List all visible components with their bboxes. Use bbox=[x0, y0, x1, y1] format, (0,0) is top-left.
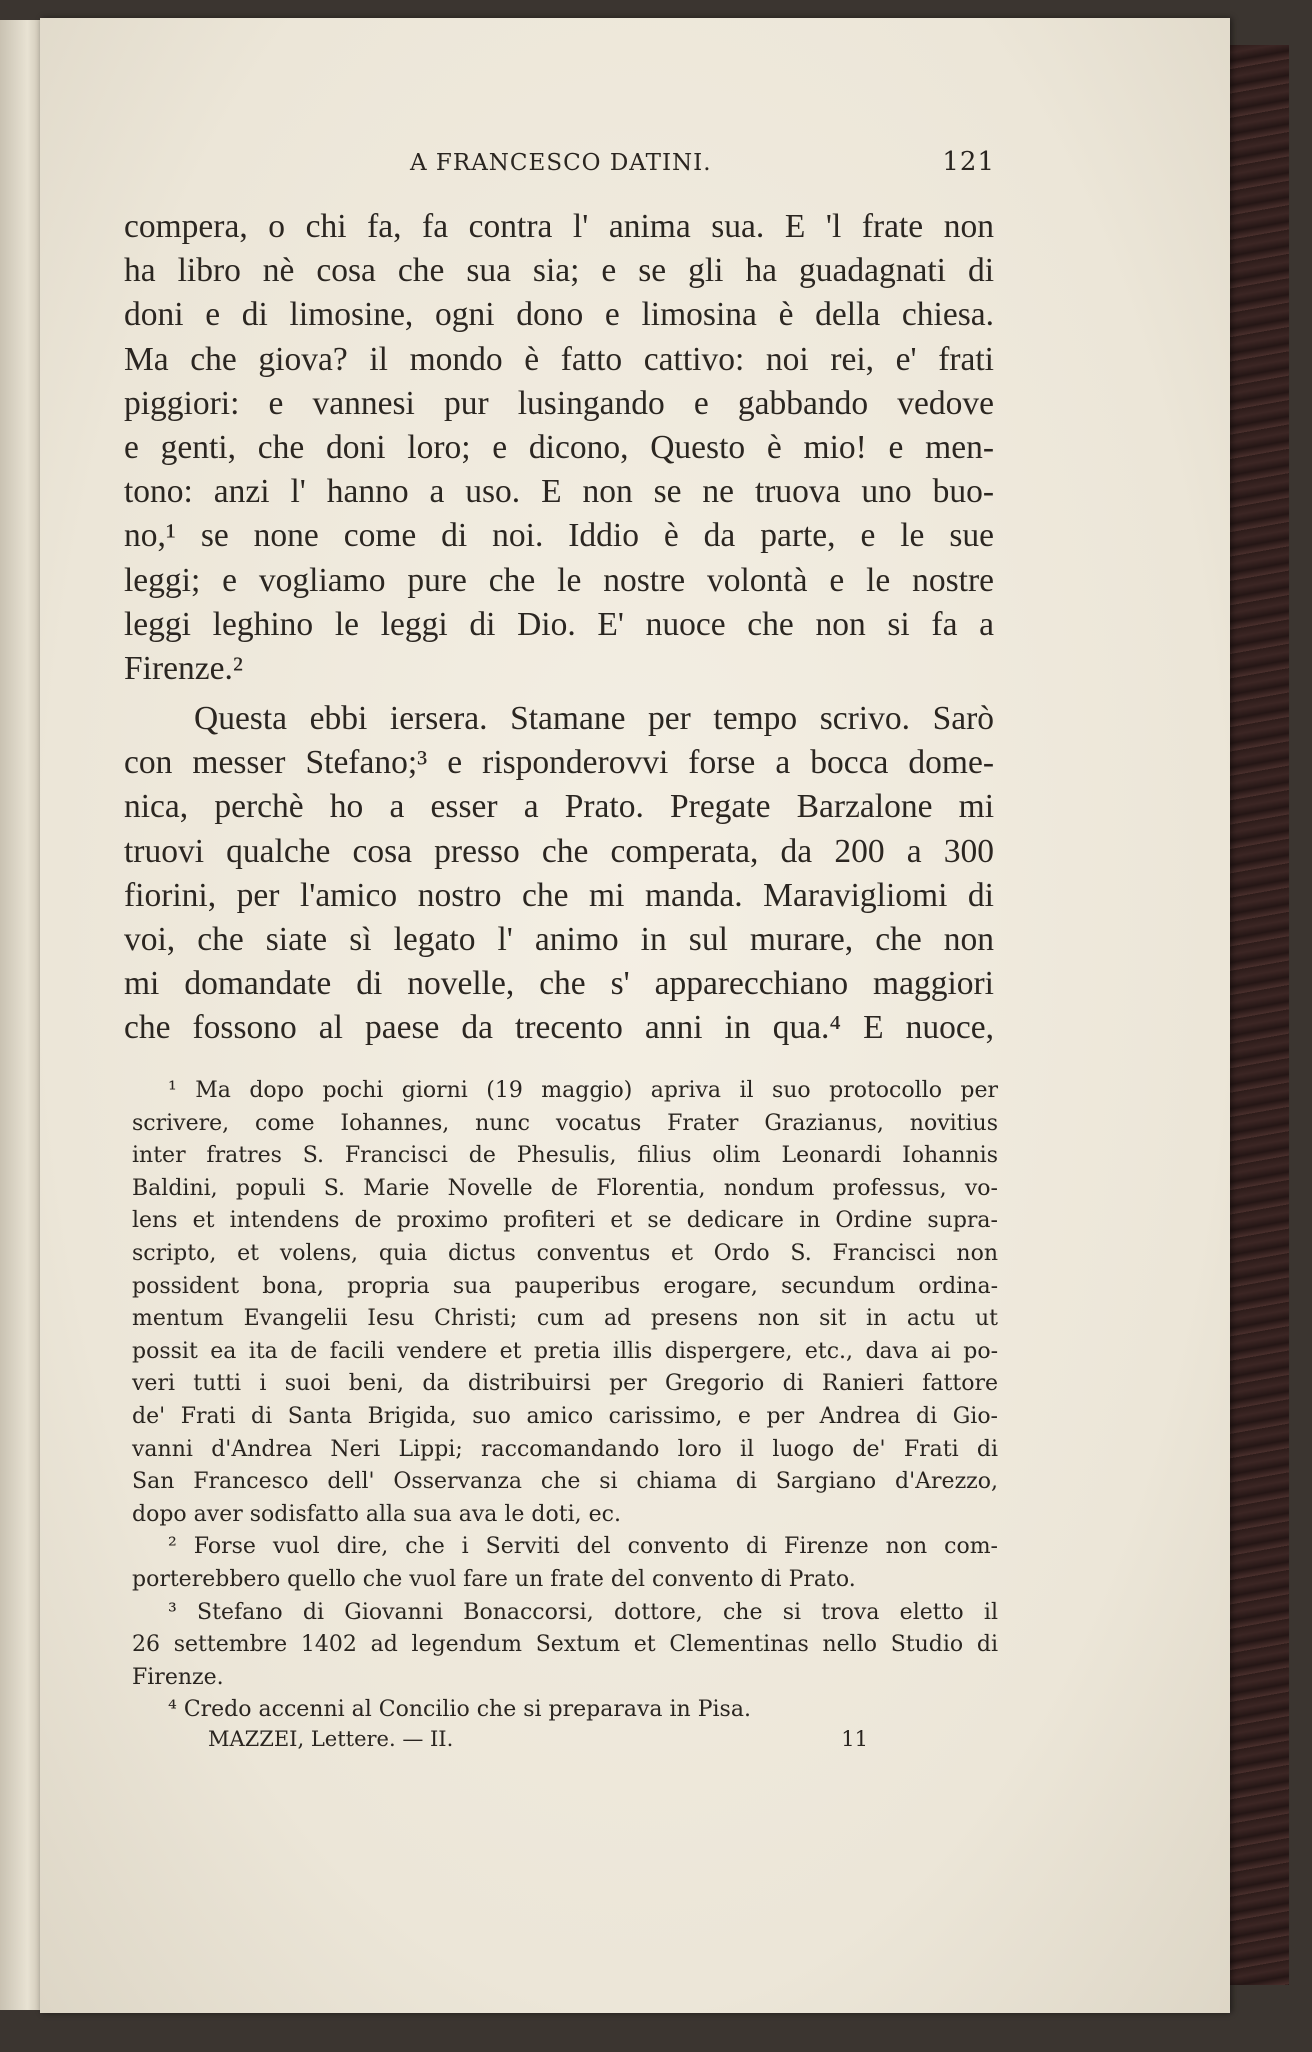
body-line: leggi; e vogliamo pure che le nostre volontà e le nostre bbox=[124, 561, 994, 599]
footnote-line: possident bona, propria sua pauperibus erogare, secundum ordina- bbox=[132, 1273, 998, 1299]
footnote-line: ² Forse vuol dire, che i Serviti del convento di Firenze non com- bbox=[168, 1534, 998, 1560]
body-line: nica, perchè ho a esser a Prato. Pregate Barzalone mi bbox=[124, 788, 994, 826]
footnote-line: Firenze. bbox=[132, 1664, 224, 1690]
body-line: piggiori: e vannesi pur lusingando e gabbando vedove bbox=[124, 384, 994, 422]
footnote-line: San Francesco dell' Osservanza che si chiama di Sargiano d'Arezzo, bbox=[132, 1469, 998, 1495]
footnote-line: scrivere, come Iohannes, nunc vocatus Frater Grazianus, novitius bbox=[132, 1110, 998, 1136]
body-line: fiorini, per l'amico nostro che mi manda. Maravigliomi di bbox=[124, 876, 994, 914]
footnote-line: de' Frati di Santa Brigida, suo amico carissimo, e per Andrea di Gio- bbox=[132, 1403, 998, 1429]
body-line: compera, o chi fa, fa contra l' anima sua. E 'l frate non bbox=[124, 208, 994, 245]
footnote-line: ⁴ Credo accenni al Concilio che si preparava in Pisa. bbox=[168, 1697, 751, 1723]
body-line: tono: anzi l' hanno a uso. E non se ne truova uno buo- bbox=[124, 473, 994, 511]
footnote-line: ³ Stefano di Giovanni Bonaccorsi, dottore, che si trova eletto il bbox=[168, 1599, 998, 1625]
body-line: e genti, che doni loro; e dicono, Questo è mio! e men- bbox=[124, 428, 994, 466]
body-line: no,¹ se none come di noi. Iddio è da parte, e le sue bbox=[124, 517, 994, 555]
signature-mark: MAZZEI, Lettere. — II. bbox=[208, 1727, 454, 1751]
footnote-line: 26 settembre 1402 ad legendum Sextum et Clementinas nello Studio di bbox=[132, 1632, 998, 1658]
footnote-line: mentum Evangelii Iesu Christi; cum ad presens non sit in actu ut bbox=[132, 1306, 998, 1332]
body-line: leggi leghino le leggi di Dio. E' nuoce che non si fa a bbox=[124, 605, 994, 643]
letter-body bbox=[124, 205, 994, 1051]
body-line: voi, che siate sì legato l' animo in sul murare, che non bbox=[124, 921, 994, 958]
body-line: truovi qualche cosa presso che comperata, da 200 a 300 bbox=[124, 832, 994, 870]
body-line: Ma che giova? il mondo è fatto cattivo: noi rei, e' frati bbox=[124, 340, 994, 378]
footnote-line: ¹ Ma dopo pochi giorni (19 maggio) apriva il suo protocollo per bbox=[168, 1078, 998, 1103]
footnote-line: dopo aver sodisfatto alla sua ava le doti, ec. bbox=[132, 1501, 621, 1527]
footnote-line: porterebbero quello che vuol fare un frate del convento di Prato. bbox=[132, 1566, 856, 1592]
body-line: mi domandate di novelle, che s' apparecchiano maggiori bbox=[124, 965, 994, 1003]
body-line: Questa ebbi iersera. Stamane per tempo scrivo. Sarò bbox=[194, 700, 994, 738]
footnote-line: inter fratres S. Francisci de Phesulis, filius olim Leonardi Iohannis bbox=[132, 1143, 998, 1169]
body-line: con messer Stefano;³ e risponderovvi forse a bocca dome- bbox=[124, 744, 994, 782]
page-number: 121 bbox=[942, 147, 995, 177]
body-line: Firenze.² bbox=[124, 649, 243, 687]
footnote-line: lens et intendens de proximo profiteri et se dedicare in Ordine supra- bbox=[132, 1208, 998, 1234]
body-line: che fossono al paese da trecento anni in qua.⁴ E nuoce, bbox=[124, 1009, 994, 1047]
marbled-cover-edge bbox=[1225, 45, 1289, 1985]
body-line: doni e di limosine, ogni dono e limosina è della chiesa. bbox=[124, 296, 994, 334]
footnote-line: possit ea ita de facili vendere et pretia illis dispergere, etc., dava ai po- bbox=[132, 1338, 998, 1364]
body-line: ha libro nè cosa che sua sia; e se gli ha guadagnati di bbox=[124, 252, 994, 290]
footnote-line: scripto, et volens, quia dictus conventus et Ordo S. Francisci non bbox=[132, 1240, 998, 1266]
footnotes bbox=[132, 1075, 998, 1727]
footnote-line: Baldini, populi S. Marie Novelle de Florentia, nondum professus, vo- bbox=[132, 1175, 998, 1201]
signature-number: 11 bbox=[841, 1727, 868, 1751]
footnote-line: veri tutti i suoi beni, da distribuirsi per Gregorio di Ranieri fattore bbox=[132, 1371, 998, 1397]
footnote-line: vanni d'Andrea Neri Lippi; raccomandando loro il luogo de' Frati di bbox=[132, 1436, 998, 1462]
running-title: A FRANCESCO DATINI. bbox=[410, 150, 712, 176]
